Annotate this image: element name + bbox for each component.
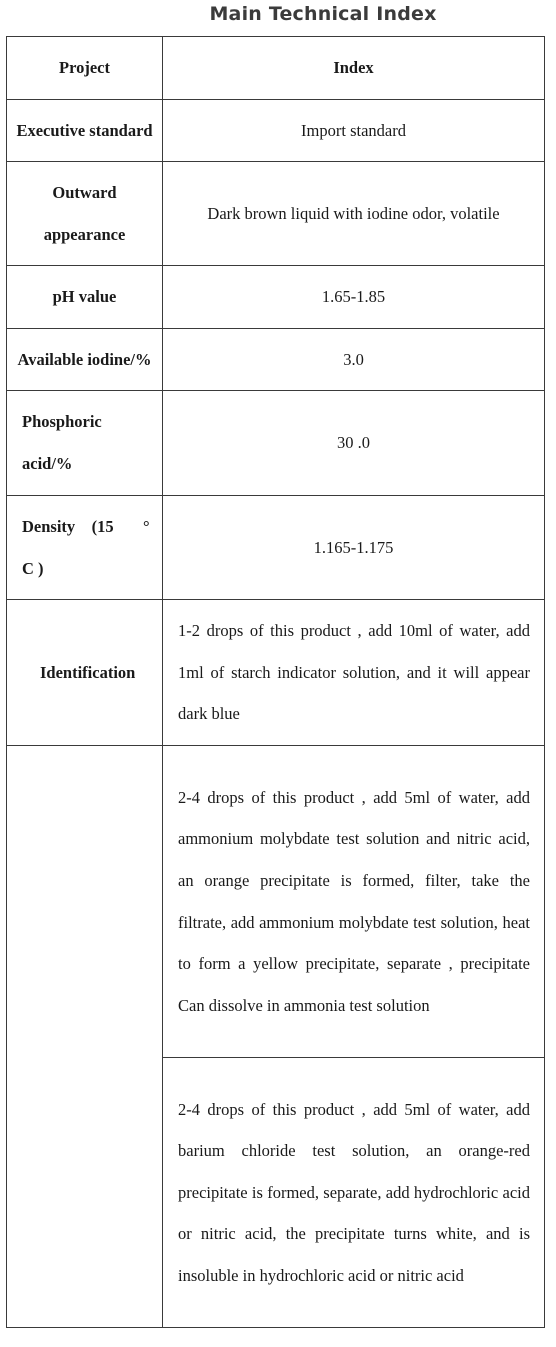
- table-row: [7, 162, 545, 266]
- table-row: [7, 600, 545, 746]
- cell-project: Available iodine/%: [7, 329, 163, 391]
- cell-project-line: C ): [22, 558, 44, 578]
- page-title: Main Technical Index: [209, 3, 437, 25]
- cell-project: Executive standard: [7, 100, 163, 162]
- table-row: [7, 329, 545, 391]
- cell-project: [7, 496, 163, 600]
- cell-index: 2-4 drops of this product , add 5ml of water, add ammonium molybdate test solution and nitric acid, an orange precipitate is formed, filter, take the filtrate, add ammonium molybdate test solution, heat to form a yellow precipitate, separate , precipitate Can dissolve in ammonia test solution: [163, 746, 545, 1058]
- cell-index: Dark brown liquid with iodine odor, volatile: [163, 162, 545, 266]
- cell-project-line: Outward: [52, 182, 117, 202]
- technical-index-table: [6, 36, 545, 1328]
- density-label: [7, 506, 162, 590]
- cell-project: pH value: [7, 266, 163, 329]
- cell-project-line: appearance: [43, 224, 126, 244]
- header-index: Index: [163, 37, 545, 100]
- table-header-row: [7, 37, 545, 100]
- cell-index: 1.65-1.85: [163, 266, 545, 329]
- header-project: Project: [7, 37, 163, 100]
- table-row: [7, 100, 545, 162]
- table-row: [7, 391, 545, 496]
- cell-index: 1-2 drops of this product , add 10ml of water, add 1ml of starch indicator solution, and it will appear dark blue: [163, 600, 545, 746]
- cell-index: 2-4 drops of this product , add 5ml of water, add barium chloride test solution, an orange-red precipitate is formed, separate, add hydrochloric acid or nitric acid, the precipitate turns white, and is insoluble in hydrochloric acid or nitric acid: [163, 1058, 545, 1328]
- table-row: [7, 496, 545, 600]
- table-row: [7, 746, 545, 1058]
- cell-index: 30 .0: [163, 391, 545, 496]
- cell-index: 3.0: [163, 329, 545, 391]
- cell-project-line: Density (15: [22, 516, 114, 536]
- cell-project: [7, 391, 163, 496]
- degree-symbol: °: [143, 516, 150, 536]
- cell-index: Import standard: [163, 100, 545, 162]
- cell-project-line: acid/%: [22, 454, 73, 473]
- cell-project: Identification: [7, 600, 163, 746]
- cell-project-line: Phosphoric: [22, 412, 102, 431]
- table-row: [7, 266, 545, 329]
- cell-project: [7, 162, 163, 266]
- cell-index: 1.165-1.175: [163, 496, 545, 600]
- cell-project-empty: [7, 746, 163, 1328]
